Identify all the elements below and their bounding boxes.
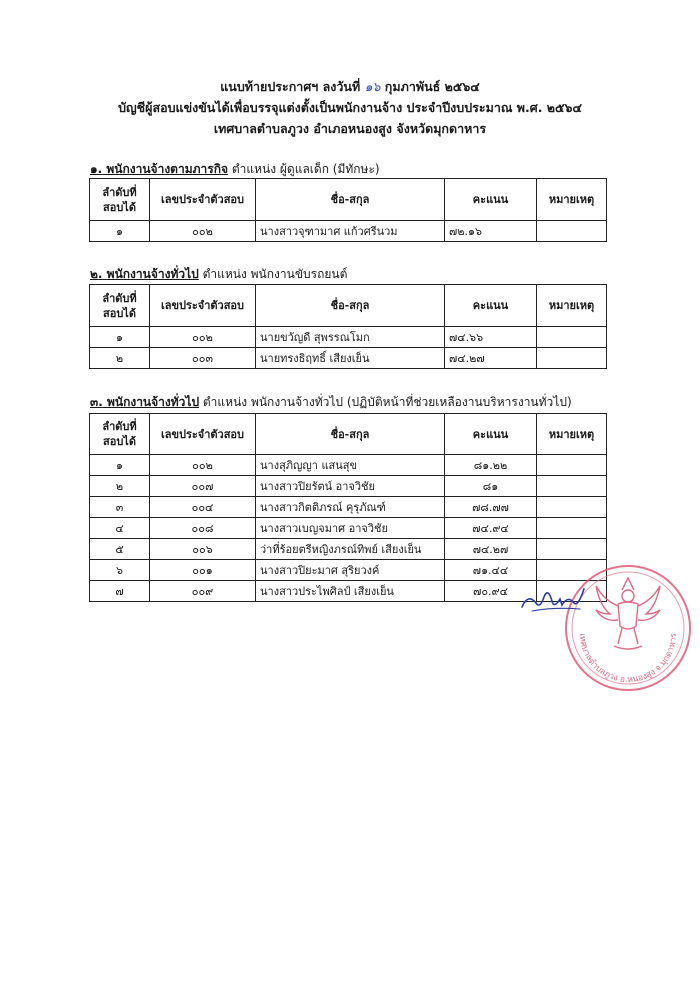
remark-cell: [537, 518, 607, 539]
score-cell: ๗๔.๖๖: [445, 327, 537, 348]
table-row: [90, 497, 607, 518]
score-cell: ๘๑.๒๒: [445, 455, 537, 476]
signature-icon: [518, 583, 588, 617]
rank-cell: ๑: [90, 455, 150, 476]
document-header: [0, 76, 700, 139]
section-2-table: [89, 284, 607, 369]
name-cell: นางสาวจุฑามาศ แก้วศรีนวม: [256, 221, 445, 242]
table-row: [90, 539, 607, 560]
name-cell: นางสาวกิตติภรณ์ คุรุภัณฑ์: [256, 497, 445, 518]
header-line-3: เทศบาลตำบลภูวง อำเภอหนองสูง จังหวัดมุกดาหาร: [213, 121, 487, 136]
score-cell: ๗๑.๔๔: [445, 560, 537, 581]
score-cell: ๗๘.๗๗: [445, 497, 537, 518]
exam-id-cell: ๐๐๒: [150, 327, 256, 348]
section-2-number: ๒.: [90, 267, 103, 281]
header-line-1: [0, 76, 700, 97]
name-cell: นางสาวปิยรัตน์ อาจวิชัย: [256, 476, 445, 497]
rank-header: ลำดับที่ สอบได้: [90, 285, 150, 327]
section-1-position: ตำแหน่ง ผู้ดูแลเด็ก (มีทักษะ): [231, 162, 380, 176]
name-cell: นางสาวประไพศิลป์ เสียงเย็น: [256, 581, 445, 602]
rank-header: ลำดับที่ สอบได้: [90, 179, 150, 221]
score-header: คะแนน: [445, 414, 537, 455]
section-1-table: [89, 178, 607, 242]
table-row: [90, 518, 607, 539]
score-header: คะแนน: [445, 179, 537, 221]
exam-id-header: เลขประจำตัวสอบ: [150, 179, 256, 221]
exam-id-cell: ๐๐๑: [150, 560, 256, 581]
remark-cell: [537, 221, 607, 242]
rank-cell: ๑: [90, 327, 150, 348]
exam-id-cell: ๐๐๒: [150, 455, 256, 476]
section-2-title: [90, 266, 347, 282]
exam-id-header: เลขประจำตัวสอบ: [150, 285, 256, 327]
score-cell: ๗๔.๒๗: [445, 539, 537, 560]
remark-header: หมายเหตุ: [537, 179, 607, 221]
table-row: [90, 560, 607, 581]
name-cell: ว่าที่ร้อยตรีหญิงภรณ์ทิพย์ เสียงเย็น: [256, 539, 445, 560]
score-cell: ๗๔.๙๔: [445, 518, 537, 539]
rank-cell: ๗: [90, 581, 150, 602]
table-row: [90, 348, 607, 369]
score-cell: ๗๐.๙๔: [445, 581, 537, 602]
rank-cell: ๒: [90, 476, 150, 497]
name-cell: นางสาวเบญจมาศ อาจวิชัย: [256, 518, 445, 539]
section-2-category: พนักงานจ้างทั่วไป: [106, 267, 199, 281]
remark-header: หมายเหตุ: [537, 285, 607, 327]
remark-cell: [537, 497, 607, 518]
name-cell: นางสุภิญญา แสนสุข: [256, 455, 445, 476]
rank-cell: ๕: [90, 539, 150, 560]
score-cell: ๗๔.๒๗: [445, 348, 537, 369]
header-line-2: บัญชีผู้สอบแข่งขันได้เพื่อบรรจุแต่งตั้งเป็นพนักงานจ้าง ประจำปีงบประมาณ พ.ศ. ๒๕๖๔: [118, 100, 582, 115]
rank-header: ลำดับที่ สอบได้: [90, 414, 150, 455]
table-row: [90, 455, 607, 476]
rank-cell: ๔: [90, 518, 150, 539]
rank-cell: ๒: [90, 348, 150, 369]
seal-text: เทศบาลตำบลภูวง อ.หนองสูง จ.มุกดาหาร: [576, 633, 680, 686]
section-1-category: พนักงานจ้างตามภารกิจ: [106, 162, 229, 176]
table-row: [90, 221, 607, 242]
name-header: ชื่อ-สกุล: [256, 285, 445, 327]
section-1-title: [90, 161, 380, 177]
section-1-number: ๑.: [90, 162, 103, 176]
svg-text:เทศบาลตำบลภูวง อ.หนองสูง จ.มุก: [577, 633, 679, 685]
exam-id-cell: ๐๐๒: [150, 221, 256, 242]
section-3-table: [89, 413, 607, 602]
table-header-row: [90, 285, 607, 327]
exam-id-cell: ๐๐๖: [150, 539, 256, 560]
remark-cell: [537, 476, 607, 497]
table-row: [90, 327, 607, 348]
rank-cell: ๑: [90, 221, 150, 242]
remark-cell: [537, 455, 607, 476]
rank-cell: ๖: [90, 560, 150, 581]
header-date-prefix: แนบท้ายประกาศฯ ลงวันที่: [220, 79, 361, 94]
score-cell: ๗๒.๑๖: [445, 221, 537, 242]
exam-id-cell: ๐๐๘: [150, 518, 256, 539]
table-header-row: [90, 179, 607, 221]
name-cell: นางสาวปิยะมาศ สุริยวงค์: [256, 560, 445, 581]
name-cell: นายทรงธิฤทธิ์ เสียงเย็น: [256, 348, 445, 369]
header-date-day: ๑๖: [364, 79, 381, 94]
exam-id-cell: ๐๐๙: [150, 581, 256, 602]
name-header: ชื่อ-สกุล: [256, 179, 445, 221]
section-3-number: ๓.: [90, 395, 103, 409]
remark-header: หมายเหตุ: [537, 414, 607, 455]
exam-id-cell: ๐๐๗: [150, 476, 256, 497]
section-3-title: [90, 394, 572, 410]
score-cell: ๘๑: [445, 476, 537, 497]
exam-id-cell: ๐๐๔: [150, 497, 256, 518]
exam-id-header: เลขประจำตัวสอบ: [150, 414, 256, 455]
section-2-position: ตำแหน่ง พนักงานขับรถยนต์: [202, 267, 348, 281]
score-header: คะแนน: [445, 285, 537, 327]
table-header-row: [90, 414, 607, 455]
rank-cell: ๓: [90, 497, 150, 518]
exam-id-cell: ๐๐๓: [150, 348, 256, 369]
name-header: ชื่อ-สกุล: [256, 414, 445, 455]
remark-cell: [537, 348, 607, 369]
section-3-category: พนักงานจ้างทั่วไป: [106, 395, 200, 409]
table-row: [90, 476, 607, 497]
official-seal-icon: [560, 556, 695, 699]
section-3-position: ตำแหน่ง พนักงานจ้างทั่วไป (ปฏิบัติหน้าที่ช่วยเหลืองานบริหารงานทั่วไป): [202, 395, 572, 409]
header-date-suffix: กุมภาพันธ์ ๒๕๖๔: [384, 79, 480, 94]
remark-cell: [537, 327, 607, 348]
name-cell: นายขวัญดี สุพรรณโมก: [256, 327, 445, 348]
